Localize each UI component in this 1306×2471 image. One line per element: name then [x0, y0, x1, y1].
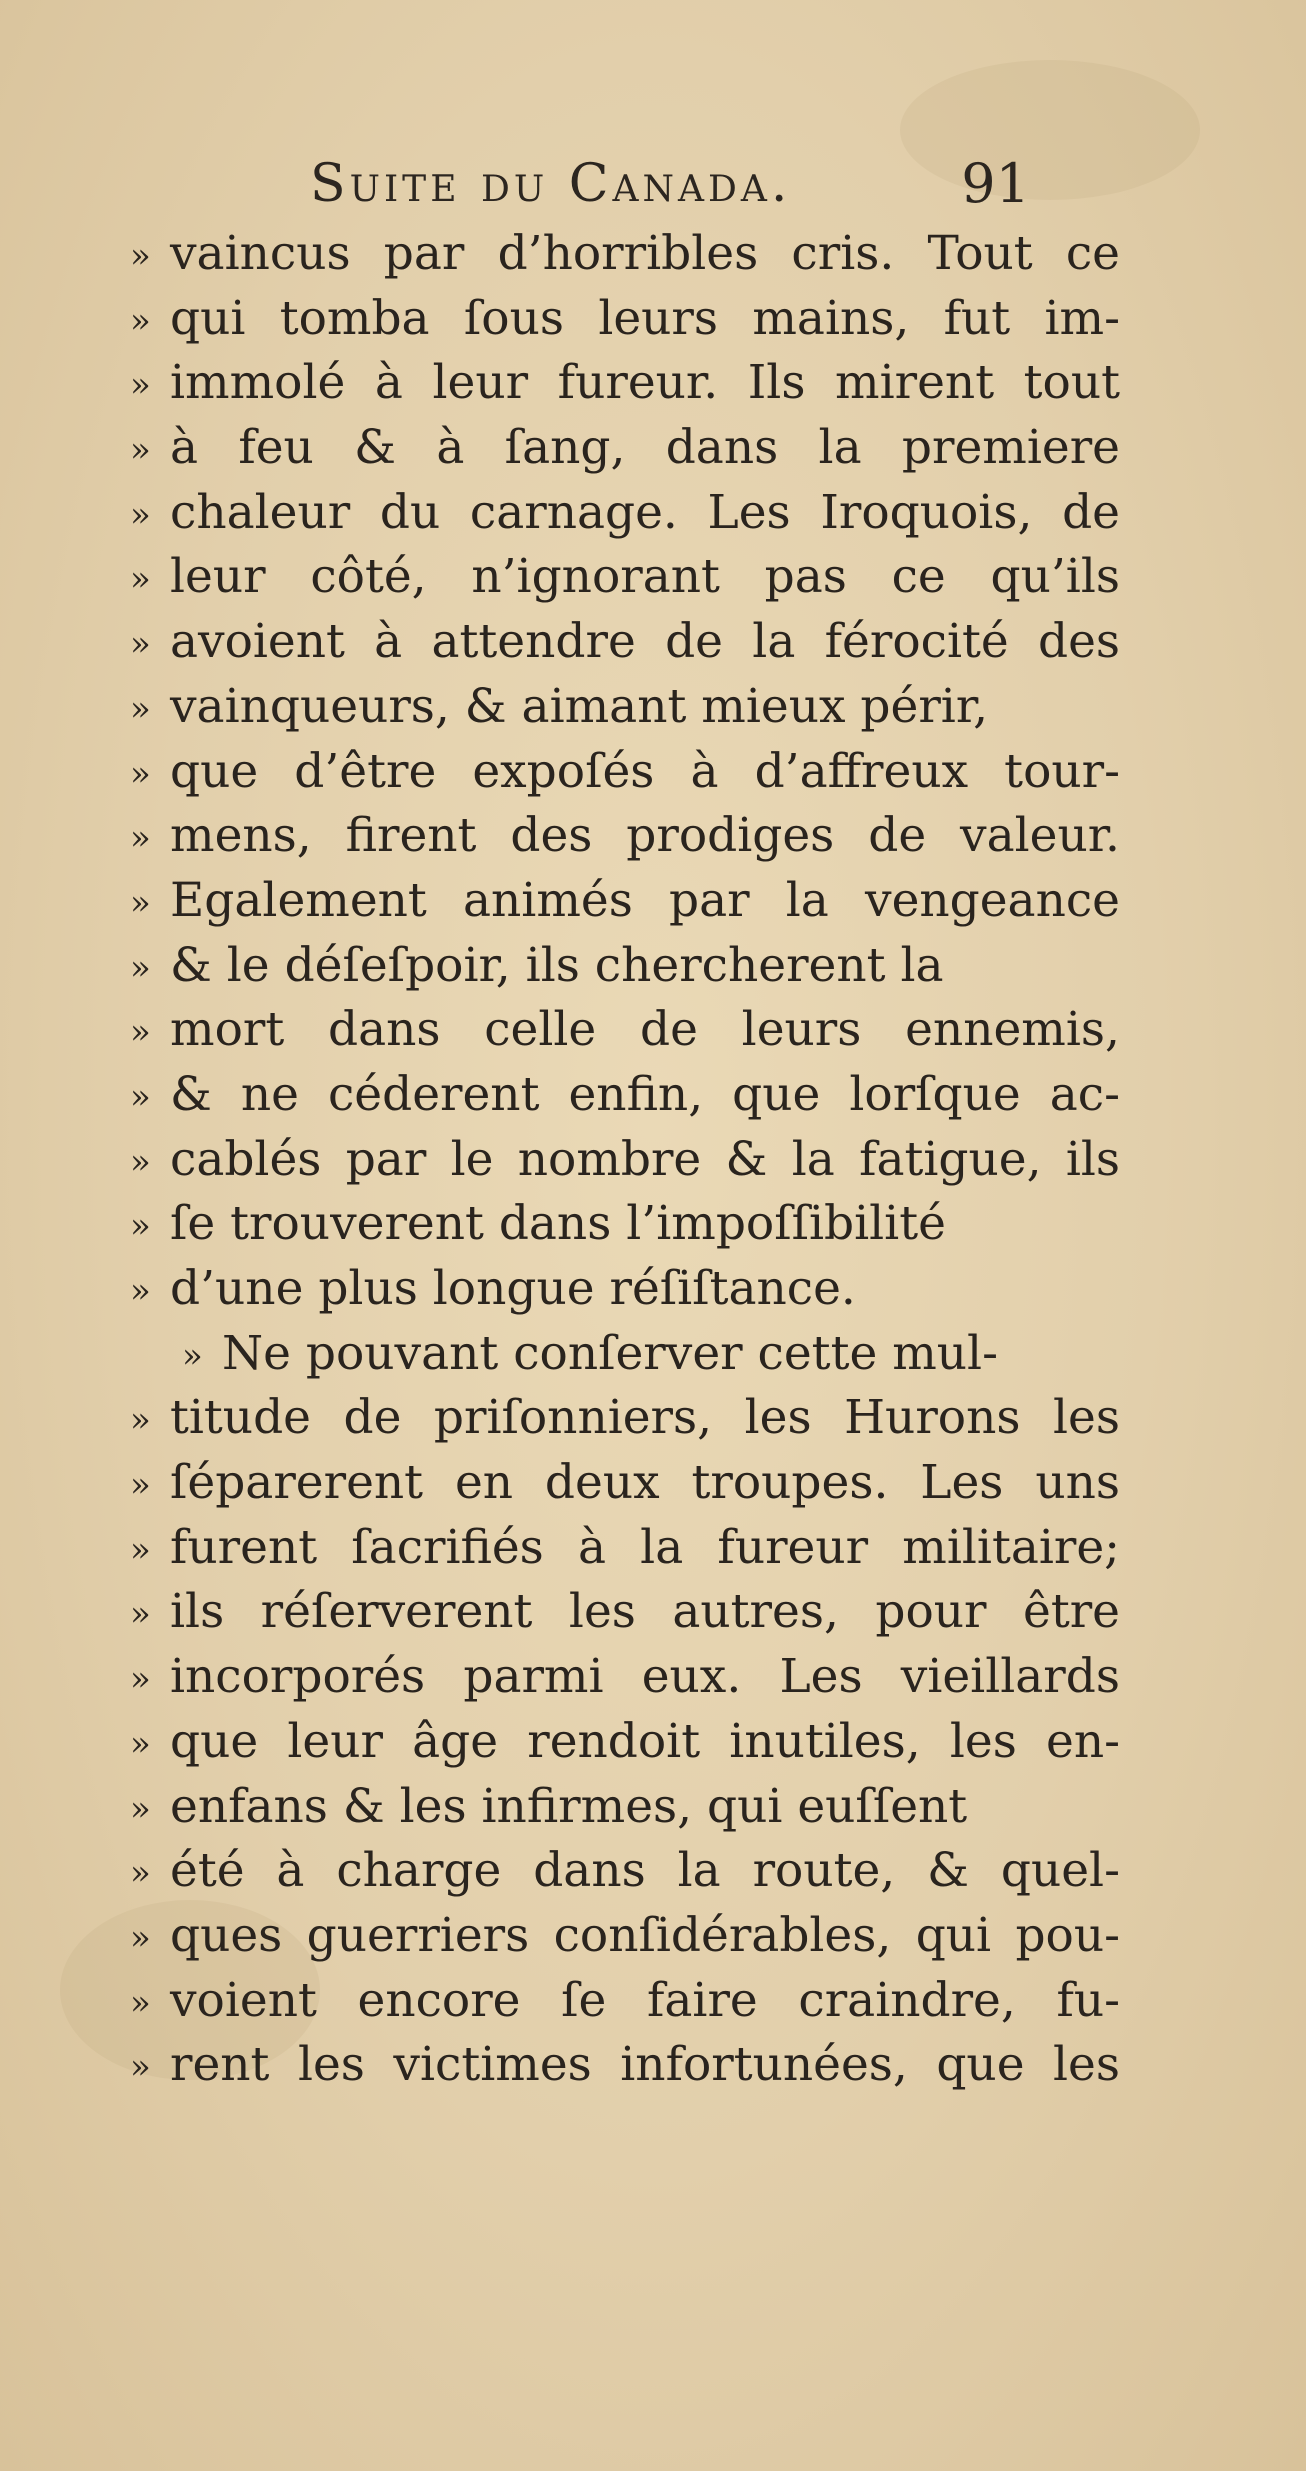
quotation-mark: » [130, 1076, 151, 1117]
body-text [130, 222, 1120, 2098]
quotation-mark: » [130, 947, 151, 988]
line-text: Ne pouvant conſerver cette mul- [222, 1325, 998, 1381]
line-text: incorporés parmi eux. Les vieillards [170, 1649, 1120, 1705]
quotation-mark: » [130, 818, 151, 859]
text-line [130, 610, 1120, 675]
quotation-mark: » [130, 1141, 151, 1182]
quotation-mark: » [130, 882, 151, 923]
text-line [130, 1775, 1120, 1840]
quotation-mark: » [130, 1594, 151, 1635]
page-number: 91 [961, 152, 1030, 215]
text-line [130, 1645, 1120, 1710]
text-line [130, 1969, 1120, 2034]
quotation-mark: » [130, 1723, 151, 1764]
text-line [130, 1710, 1120, 1775]
line-text: cablés par le nombre & la fatigue, ils [170, 1131, 1121, 1187]
quotation-mark: » [130, 1206, 151, 1247]
quotation-mark: » [130, 1271, 151, 1311]
quotation-mark: » [130, 365, 151, 406]
quotation-mark: » [130, 430, 151, 471]
quotation-mark: » [130, 1012, 151, 1053]
line-text: à feu & à ſang, dans la premiere [170, 420, 1120, 476]
text-line [130, 1128, 1120, 1193]
line-text: été à charge dans la route, & quel- [170, 1843, 1120, 1899]
quotation-mark: » [130, 559, 151, 600]
quotation-mark: » [130, 1853, 151, 1894]
line-text: immolé à leur fureur. Ils mirent tout [170, 355, 1121, 411]
line-text: Egalement animés par la vengeance [170, 872, 1120, 928]
quotation-mark: » [130, 624, 151, 665]
line-text: enfans & les infirmes, qui euſſent [170, 1778, 968, 1834]
quotation-mark: » [130, 753, 151, 794]
text-line [130, 998, 1120, 1063]
text-line [130, 1192, 1120, 1257]
quotation-mark: » [130, 1659, 151, 1700]
line-text: que d’être expoſés à d’affreux tour- [170, 743, 1120, 799]
line-text: ſe trouverent dans l’impoſſibilité [170, 1196, 946, 1252]
text-line [130, 1322, 1120, 1387]
text-line [130, 934, 1120, 999]
text-line [130, 1904, 1120, 1969]
text-line [130, 675, 1120, 740]
text-line [130, 1063, 1120, 1128]
line-text: vainqueurs, & aimant mieux périr, [170, 678, 989, 734]
text-line [130, 804, 1120, 869]
quotation-mark: » [130, 688, 151, 729]
line-text: leur côté, n’ignorant pas ce qu’ils [170, 549, 1120, 605]
quotation-mark: » [130, 2047, 151, 2088]
text-line [130, 1580, 1120, 1645]
text-line [130, 481, 1120, 546]
text-line [130, 222, 1120, 287]
quotation-mark: » [130, 300, 151, 341]
line-text: ils réſerverent les autres, pour être [170, 1584, 1120, 1640]
line-text: furent ſacrifiés à la fureur militaire; [170, 1519, 1121, 1575]
text-line [130, 1451, 1120, 1516]
line-text: chaleur du carnage. Les Iroquois, de [170, 484, 1120, 540]
text-line [130, 545, 1120, 610]
line-text: qui tomba ſous leurs mains, fut im- [170, 290, 1120, 346]
text-line [130, 2033, 1120, 2098]
text-line [130, 869, 1120, 934]
quotation-mark: » [130, 1917, 151, 1958]
text-line [130, 740, 1120, 805]
line-text: rent les victimes infortunées, que les [170, 2037, 1120, 2093]
quotation-mark: » [130, 494, 151, 535]
page-header [310, 150, 1030, 220]
line-text: d’une plus longue réſiſtance. [170, 1261, 856, 1316]
line-text: & ne céderent enfin, que lorſque ac- [170, 1066, 1120, 1122]
text-line [130, 416, 1120, 481]
line-text: ſéparerent en deux troupes. Les uns [170, 1455, 1120, 1511]
text-line [130, 1386, 1120, 1451]
line-text: mort dans celle de leurs ennemis, [170, 1002, 1120, 1058]
running-title: Suite du Canada. [310, 154, 792, 214]
quotation-mark: » [130, 1400, 151, 1441]
quotation-mark: » [130, 1465, 151, 1506]
line-text: voient encore ſe faire craindre, fu- [170, 1972, 1120, 2028]
text-line [130, 287, 1120, 352]
quotation-mark: » [182, 1335, 203, 1376]
line-text: mens, firent des prodiges de valeur. [170, 808, 1120, 864]
quotation-mark: » [130, 1529, 151, 1570]
quotation-mark: » [130, 1788, 151, 1829]
line-text: vaincus par d’horribles cris. Tout ce [170, 226, 1120, 281]
line-text: que leur âge rendoit inutiles, les en- [170, 1713, 1120, 1769]
text-line [130, 1516, 1120, 1581]
text-line [130, 1839, 1120, 1904]
text-line [130, 351, 1120, 416]
quotation-mark: » [130, 236, 151, 276]
line-text: ques guerriers conſidérables, qui pou- [170, 1907, 1121, 1963]
quotation-mark: » [130, 1982, 151, 2023]
text-line [130, 1257, 1120, 1322]
line-text: avoient à attendre de la férocité des [170, 614, 1121, 670]
line-text: & le déſeſpoir, ils chercherent la [170, 937, 944, 993]
line-text: titude de priſonniers, les Hurons les [170, 1390, 1120, 1446]
